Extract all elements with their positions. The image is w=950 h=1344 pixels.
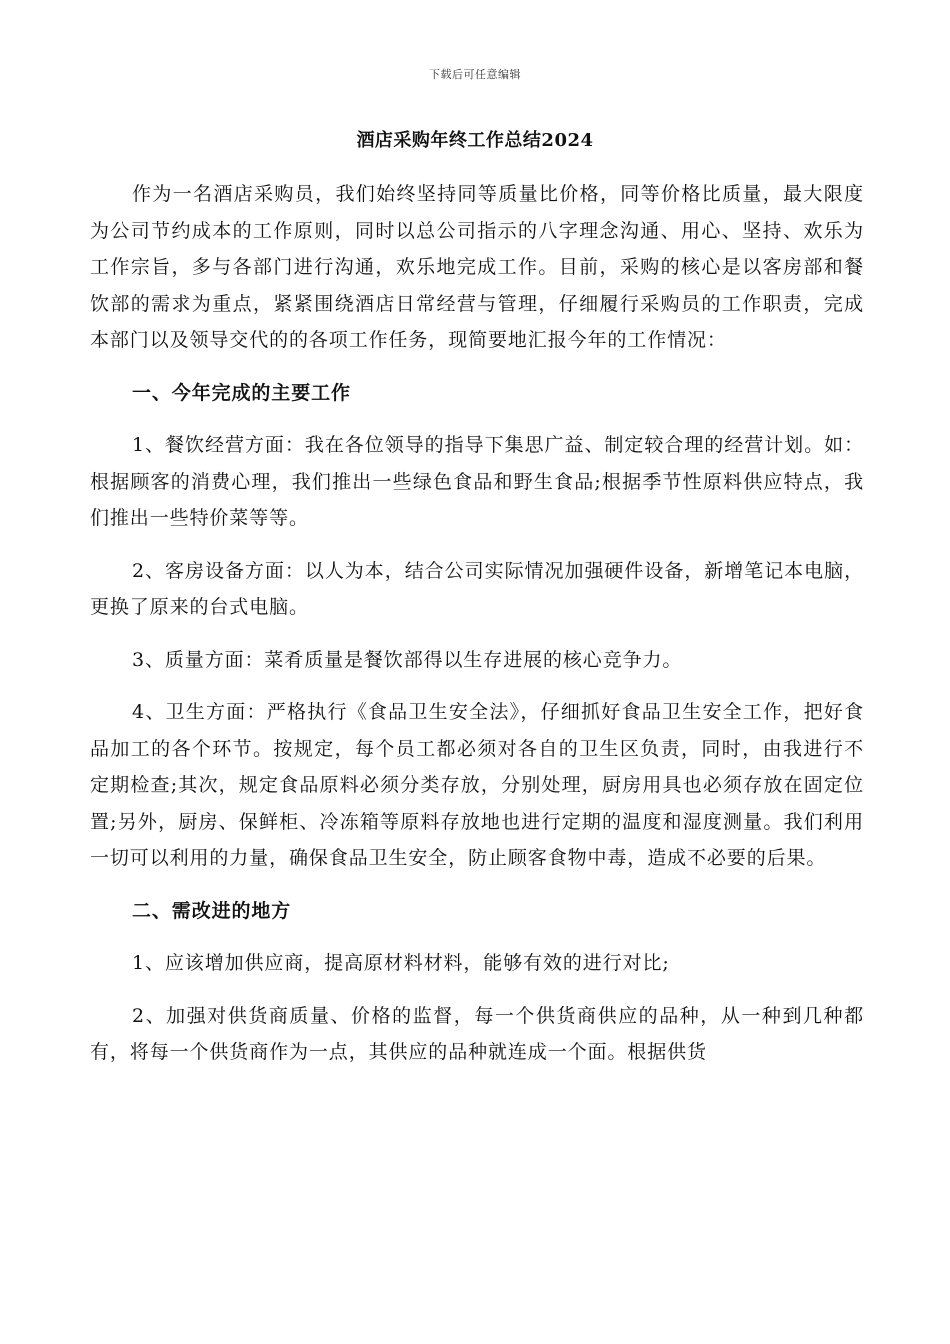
section1-item-room-equipment: 2、客房设备方面：以人为本，结合公司实际情况加强硬件设备，新增笔记本电脑，更换了原来的台式电脑。: [90, 559, 864, 618]
document-body: [90, 176, 864, 1071]
section1-item-catering: 1、餐饮经营方面：我在各位领导的指导下集思广益、制定较合理的经营计划。如：根据顾客的消费心理，我们推出一些绿色食品和野生食品;根据季节性原料供应特点，我们推出一些特价菜等等。: [90, 434, 864, 529]
section1-item-hygiene: 4、卫生方面：严格执行《食品卫生安全法》，仔细抓好食品卫生安全工作，把好食品加工的各个环节。按规定，每个员工都必须对各自的卫生区负责，同时，由我进行不定期检查;其次，规定食品原料必须分类存放，分别处理，厨房用具也必须存放在固定位置;另外，厨房、保鲜柜、冷冻箱等原料存放地也进行定期的温度和湿度测量。我们利用一切可以利用的力量，确保食品卫生安全，防止顾客食物中毒，造成不必要的后果。: [90, 701, 864, 869]
section-heading-improvements: 二、需改进的地方: [132, 899, 292, 922]
section2-item-suppliers: 1、应该增加供应商，提高原材料材料，能够有效的进行对比;: [132, 952, 670, 974]
header-note: 下载后可任意编辑: [429, 68, 521, 81]
section-heading-main-work: 一、今年完成的主要工作: [132, 381, 351, 404]
section1-item-quality: 3、质量方面：菜肴质量是餐饮部得以生存进展的核心竞争力。: [132, 648, 683, 671]
section2-item-supervision: 2、加强对供货商质量、价格的监督，每一个供货商供应的品种，从一种到几种都有，将每一个供货商作为一点，其供应的品种就连成一个面。根据供货: [90, 1004, 864, 1063]
document-title: 酒店采购年终工作总结2024: [356, 130, 594, 151]
intro-paragraph: 作为一名酒店采购员，我们始终坚持同等质量比价格，同等价格比质量，最大限度为公司节约成本的工作原则，同时以总公司指示的八字理念沟通、用心、坚持、欢乐为工作宗旨，多与各部门进行沟通，欢乐地完成工作。目前，采购的核心是以客房部和餐饮部的需求为重点，紧紧围绕酒店日常经营与管理，仔细履行采购员的工作职责，完成本部门以及领导交代的的各项工作任务，现简要地汇报今年的工作情况：: [90, 183, 864, 351]
